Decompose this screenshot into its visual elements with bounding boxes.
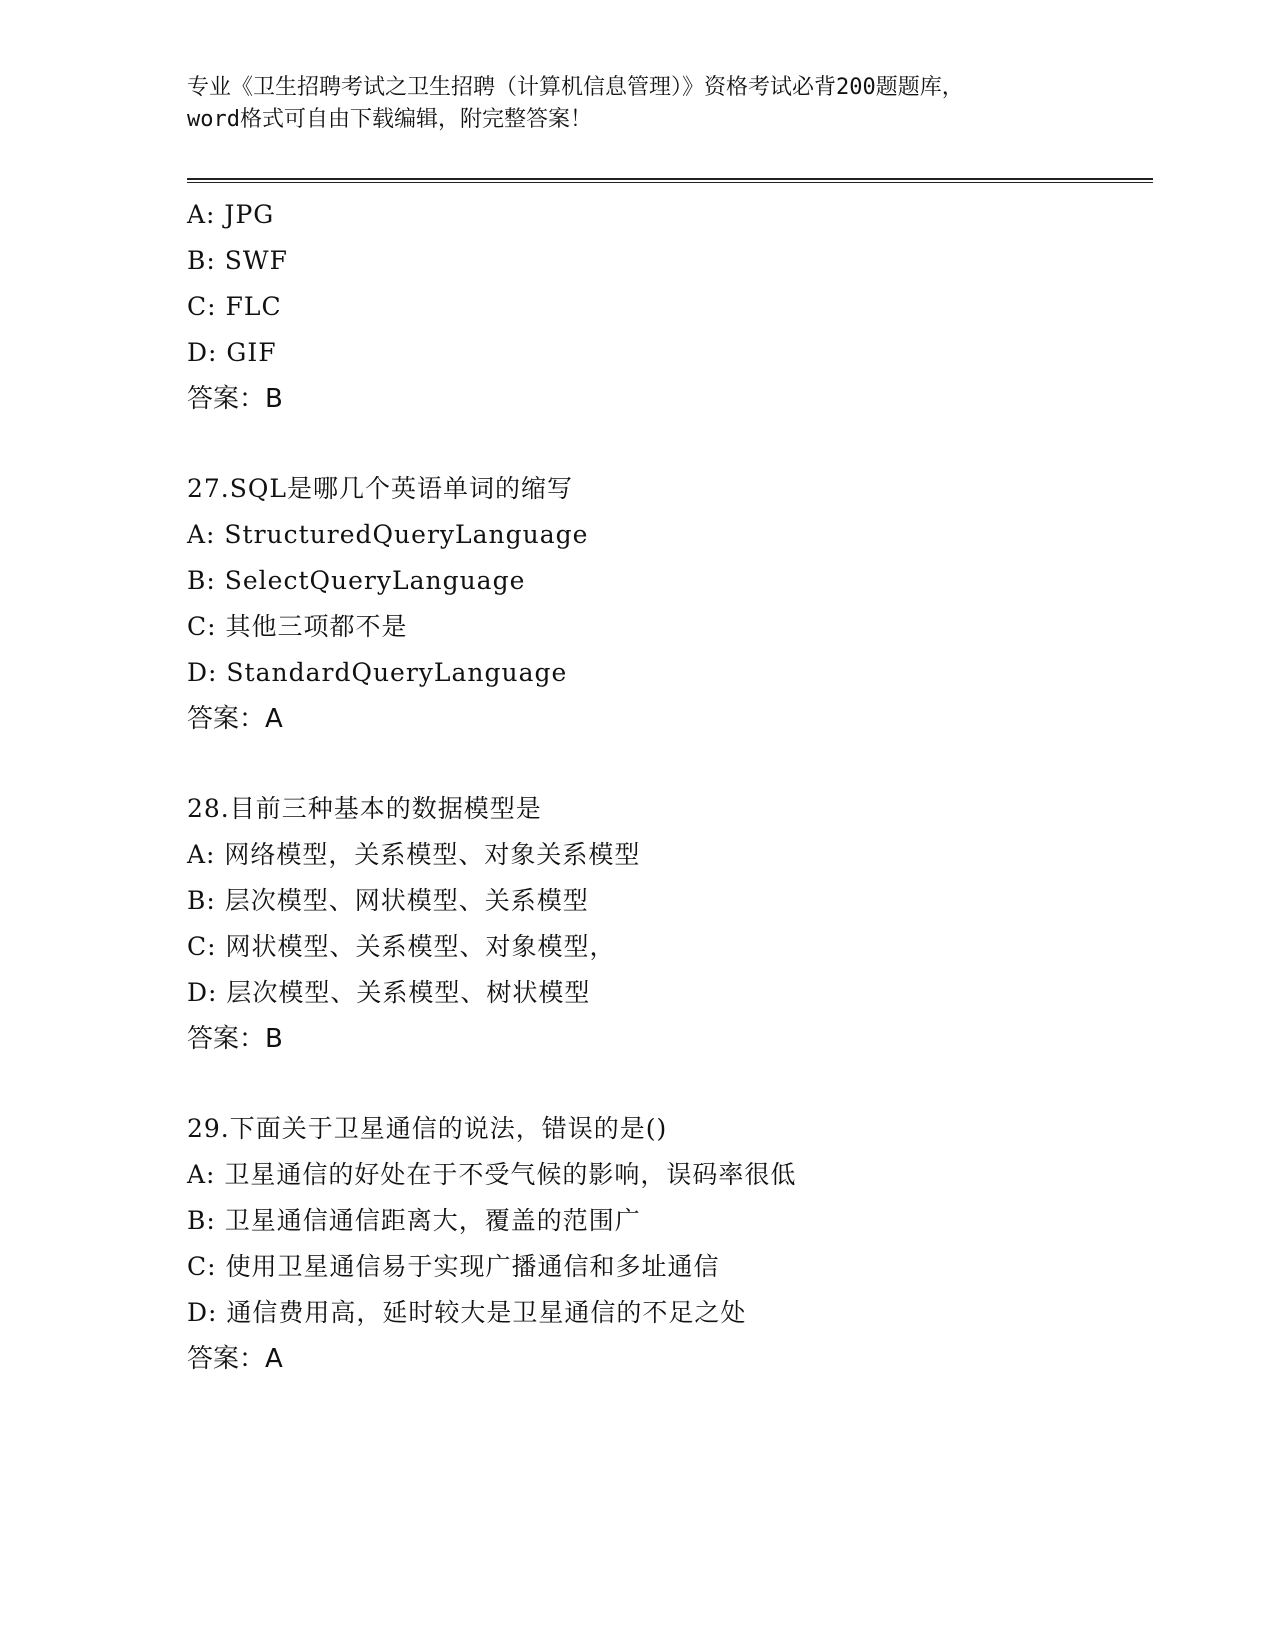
document-header — [187, 72, 1087, 136]
header-divider-thin — [187, 182, 1153, 183]
option-a: A: 网络模型，关系模型、对象关系模型 — [187, 840, 641, 869]
question-block-27 — [187, 466, 1147, 742]
header-title-line-2: word格式可自由下载编辑，附完整答案！ — [187, 107, 592, 132]
option-c: C: 网状模型、关系模型、对象模型， — [187, 932, 616, 961]
option-a: A: JPG — [187, 200, 275, 229]
question-block-26 — [187, 192, 1147, 422]
answer-text: 答案：B — [187, 1024, 283, 1054]
option-a: A: StructuredQueryLanguage — [187, 520, 589, 549]
option-b: B: 层次模型、网状模型、关系模型 — [187, 886, 589, 915]
header-divider-thick — [187, 178, 1153, 180]
option-d: D: 层次模型、关系模型、树状模型 — [187, 978, 591, 1007]
question-text: 29.下面关于卫星通信的说法，错误的是() — [187, 1114, 668, 1143]
option-c: C: 其他三项都不是 — [187, 612, 408, 641]
option-d: D: StandardQueryLanguage — [187, 658, 568, 687]
question-text: 27.SQL是哪几个英语单词的缩写 — [187, 474, 573, 503]
option-a: A: 卫星通信的好处在于不受气候的影响，误码率很低 — [187, 1160, 797, 1189]
answer-text: 答案：B — [187, 384, 283, 414]
option-b: B: SWF — [187, 246, 288, 275]
question-block-28 — [187, 786, 1147, 1062]
question-block-29 — [187, 1106, 1147, 1382]
question-list — [187, 192, 1147, 1382]
question-text: 28.目前三种基本的数据模型是 — [187, 794, 542, 823]
answer-text: 答案：A — [187, 1344, 283, 1374]
answer-text: 答案：A — [187, 704, 283, 734]
header-title-line-1: 专业《卫生招聘考试之卫生招聘（计算机信息管理）》资格考试必背200题题库， — [187, 75, 964, 100]
option-b: B: SelectQueryLanguage — [187, 566, 526, 595]
option-c: C: 使用卫星通信易于实现广播通信和多址通信 — [187, 1252, 720, 1281]
option-b: B: 卫星通信通信距离大，覆盖的范围广 — [187, 1206, 641, 1235]
option-d: D: 通信费用高，延时较大是卫星通信的不足之处 — [187, 1298, 747, 1327]
option-c: C: FLC — [187, 292, 282, 321]
option-d: D: GIF — [187, 338, 277, 367]
